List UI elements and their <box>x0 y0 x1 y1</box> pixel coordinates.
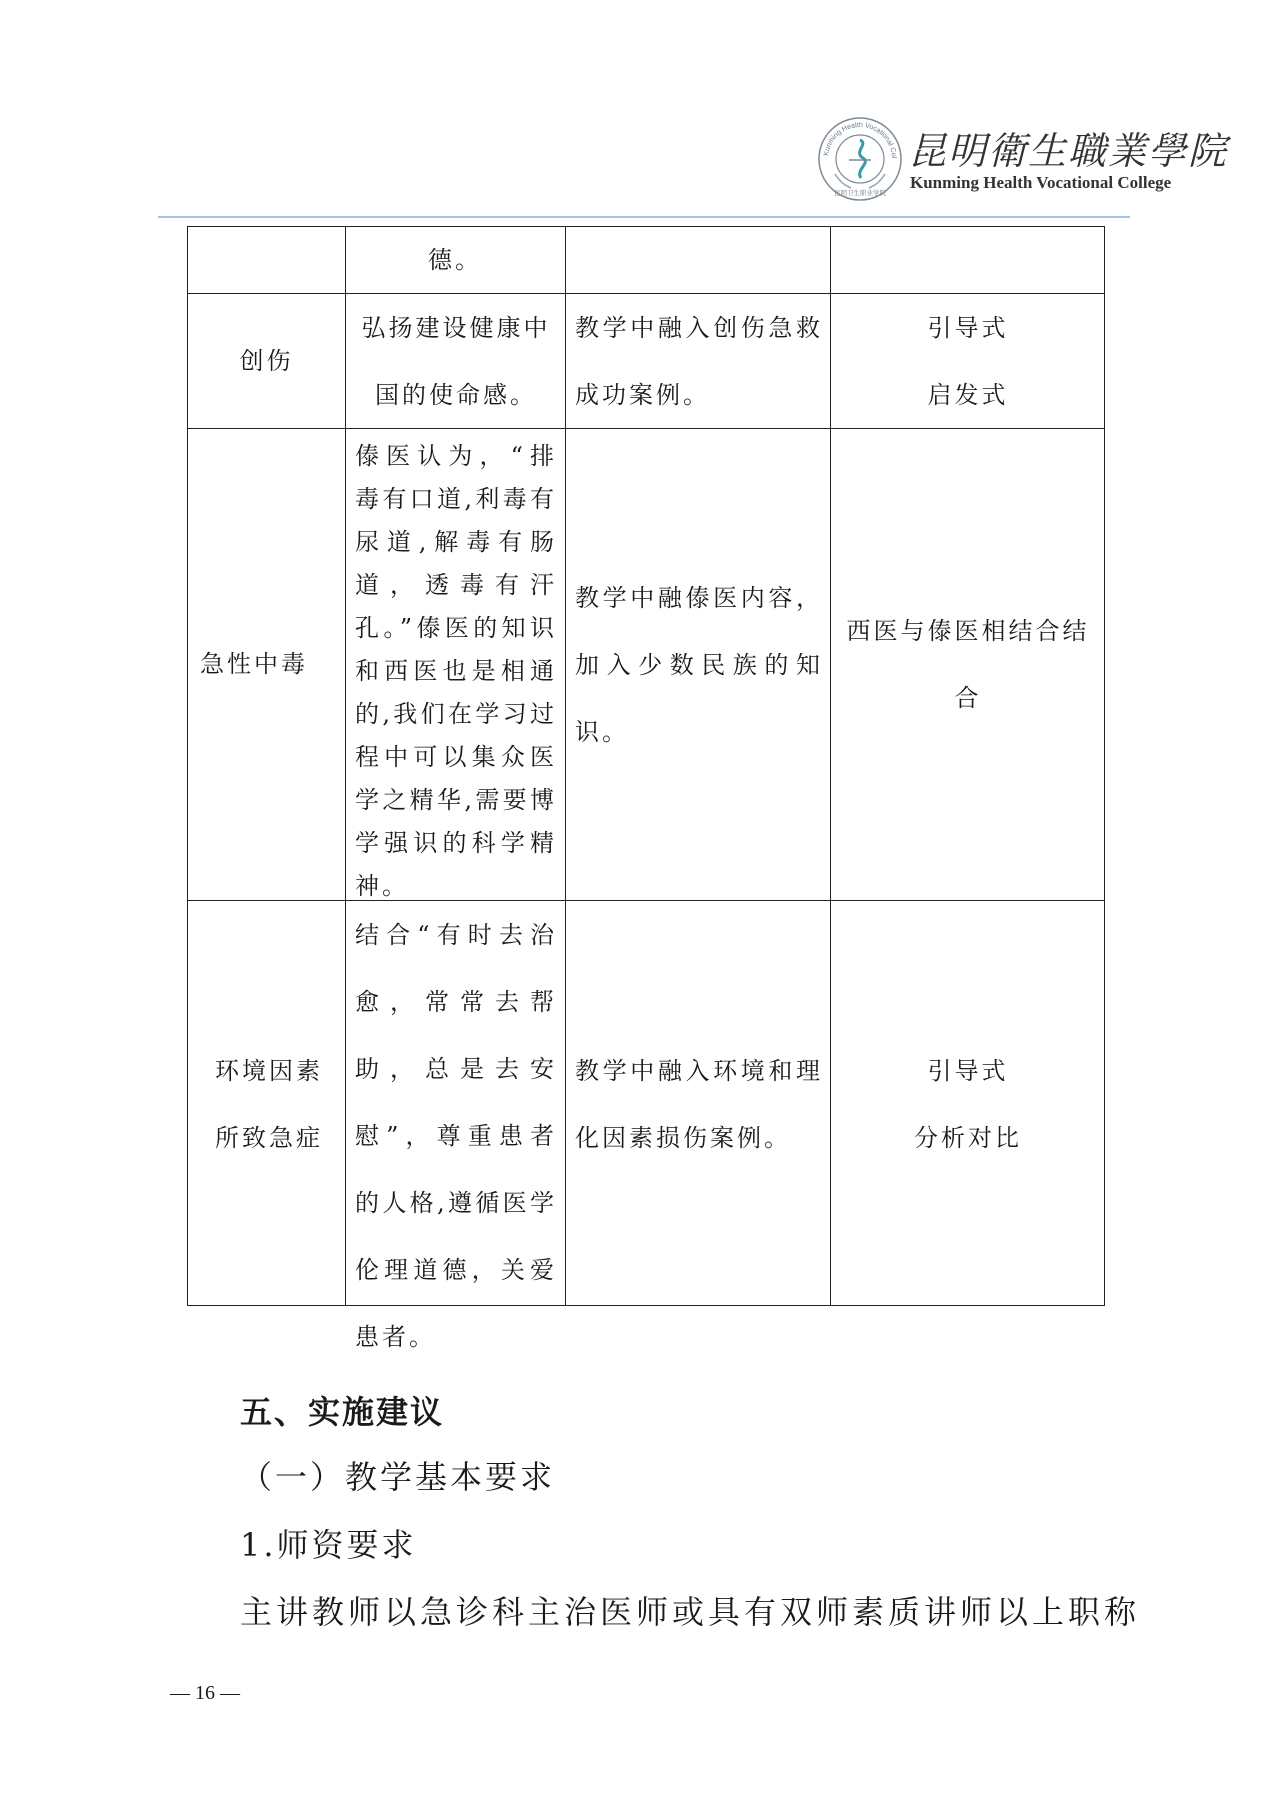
header-rule <box>158 216 1130 218</box>
table-cell-topic: 急性中毒 <box>200 650 308 678</box>
college-name-cn: 昆明衛生職業學院 <box>908 129 1229 173</box>
table-cell-method: 引导式 启发式 <box>927 314 1009 409</box>
curriculum-table <box>187 226 1105 1351</box>
table-cell-content: 教学中融入环境和理化因素损伤案例。 <box>575 1057 823 1152</box>
body-paragraph: 主讲教师以急诊科主治医师或具有双师素质讲师以上职称 <box>240 1593 1141 1631</box>
table-cell-objective: 德。 <box>428 246 482 274</box>
table-cell-objective: 弘扬建设健康中国的使命感。 <box>361 314 551 409</box>
column-divider <box>345 227 346 1305</box>
table-cell-method: 西医与傣医相结合结合 <box>846 617 1090 712</box>
row-divider <box>188 900 1104 901</box>
table-cell-content: 教学中融傣医内容，加入少数民族的知识。 <box>575 584 823 746</box>
table-cell-objective: 傣医认为，“排毒有口道,利毒有尿道,解毒有肠道，透毒有汗孔。”傣医的知识和西医也是相通的,我们在学习过程中可以集众医学之精华,需要博学强识的科学精神。 <box>355 442 557 900</box>
emblem-bottom-text: 昆明卫生职业学院 <box>834 189 886 197</box>
row-divider <box>188 293 1104 294</box>
section-title: 五、实施建议 <box>240 1393 445 1431</box>
emblem-ring-text: Kunming Health Vocational Col <box>823 121 898 159</box>
table-cell-method: 引导式 分析对比 <box>914 1057 1022 1152</box>
table-cell-objective: 结合“有时去治愈，常常去帮助，总是去安慰”，尊重患者的人格,遵循医学伦理道德，关爱患者。 <box>355 921 557 1351</box>
table-cell-content: 教学中融入创伤急救成功案例。 <box>575 314 823 409</box>
page-header <box>0 0 1274 230</box>
table-cell-topic: 创伤 <box>239 347 294 375</box>
item-title: 1.师资要求 <box>240 1526 417 1564</box>
subsection-title: （一）教学基本要求 <box>240 1458 556 1496</box>
college-emblem-icon <box>817 116 903 202</box>
page-number: — 16 — <box>170 1682 240 1704</box>
column-divider <box>565 227 566 1305</box>
college-name-en: Kunming Health Vocational College <box>910 173 1172 192</box>
table-cell-topic: 环境因素所致急症 <box>215 1057 323 1152</box>
svg-text:Kunming Health Vocational Coll <box>817 116 897 159</box>
